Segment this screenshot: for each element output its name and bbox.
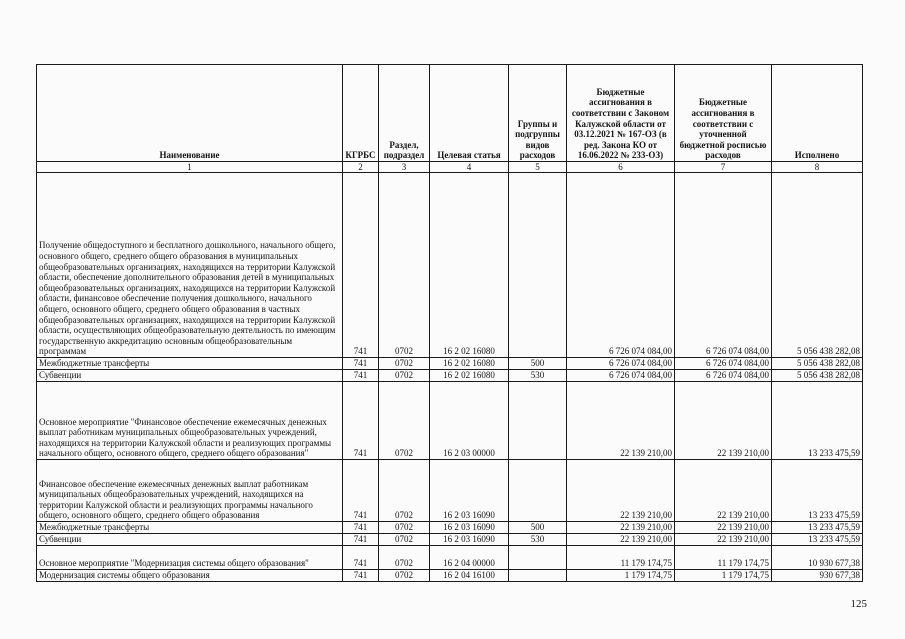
row-target: 16 2 03 16090 [430, 460, 509, 522]
row-executed-amount: 13 233 475,59 [772, 522, 863, 534]
row-name: Межбюджетные трансферты [37, 358, 343, 370]
table-row [37, 570, 863, 582]
table-row [37, 382, 863, 460]
table-row [37, 370, 863, 382]
row-target: 16 2 03 16090 [430, 522, 509, 534]
row-target: 16 2 02 16080 [430, 358, 509, 370]
column-number: 3 [379, 162, 430, 173]
column-number: 4 [430, 162, 509, 173]
row-executed-amount: 930 677,38 [772, 570, 863, 582]
col-header-revised: Бюджетные ассигнования в соответствии с уточненной бюджетной росписью расходов [675, 65, 772, 162]
col-header-section: Раздел, подраздел [379, 65, 430, 162]
row-group [509, 382, 567, 460]
row-revised-amount: 22 139 210,00 [675, 460, 772, 522]
column-number-row [37, 162, 863, 173]
row-name: Модернизация системы общего образования [37, 570, 343, 582]
row-group: 530 [509, 534, 567, 546]
row-executed-amount: 13 233 475,59 [772, 382, 863, 460]
table-row [37, 460, 863, 522]
row-kgrbs: 741 [343, 460, 379, 522]
table-row [37, 358, 863, 370]
row-section: 0702 [379, 173, 430, 358]
column-number: 7 [675, 162, 772, 173]
row-kgrbs: 741 [343, 358, 379, 370]
row-law-amount: 11 179 174,75 [567, 546, 675, 570]
column-number: 6 [567, 162, 675, 173]
table-row [37, 173, 863, 358]
row-group [509, 173, 567, 358]
row-group [509, 570, 567, 582]
row-target: 16 2 03 00000 [430, 382, 509, 460]
table-row [37, 534, 863, 546]
row-law-amount: 22 139 210,00 [567, 382, 675, 460]
row-executed-amount: 13 233 475,59 [772, 534, 863, 546]
row-kgrbs: 741 [343, 534, 379, 546]
col-header-target: Целевая статья [430, 65, 509, 162]
col-header-name: Наименование [37, 65, 343, 162]
row-section: 0702 [379, 546, 430, 570]
column-number: 1 [37, 162, 343, 173]
row-revised-amount: 22 139 210,00 [675, 534, 772, 546]
row-revised-amount: 1 179 174,75 [675, 570, 772, 582]
row-revised-amount: 6 726 074 084,00 [675, 370, 772, 382]
row-executed-amount: 5 056 438 282,08 [772, 173, 863, 358]
row-name: Основное мероприятие "Финансовое обеспечение ежемесячных денежных выплат работникам муниципальных общеобразовательных учреждений, находящихся на территории Калужской области и реализующих программы начального общего, основного общего, среднего общего образования" [37, 382, 343, 460]
row-target: 16 2 04 16100 [430, 570, 509, 582]
row-kgrbs: 741 [343, 522, 379, 534]
row-law-amount: 6 726 074 084,00 [567, 358, 675, 370]
budget-table [36, 64, 863, 582]
row-group: 530 [509, 370, 567, 382]
column-number: 8 [772, 162, 863, 173]
row-law-amount: 6 726 074 084,00 [567, 173, 675, 358]
row-law-amount: 22 139 210,00 [567, 460, 675, 522]
row-law-amount: 6 726 074 084,00 [567, 370, 675, 382]
row-revised-amount: 6 726 074 084,00 [675, 173, 772, 358]
row-revised-amount: 22 139 210,00 [675, 382, 772, 460]
row-executed-amount: 10 930 677,38 [772, 546, 863, 570]
row-section: 0702 [379, 370, 430, 382]
col-header-groups: Группы и подгруппы видов расходов [509, 65, 567, 162]
row-name: Основное мероприятие "Модернизация системы общего образования" [37, 546, 343, 570]
col-header-kgrbs: КГРБС [343, 65, 379, 162]
header-row [37, 65, 863, 162]
row-kgrbs: 741 [343, 382, 379, 460]
row-group: 500 [509, 522, 567, 534]
row-section: 0702 [379, 534, 430, 546]
row-executed-amount: 13 233 475,59 [772, 460, 863, 522]
col-header-law: Бюджетные ассигнования в соответствии с Законом Калужской области от 03.12.2021 № 167-ОЗ (в ред. Закона КО от 16.06.2022 № 233-ОЗ) [567, 65, 675, 162]
row-group: 500 [509, 358, 567, 370]
table-row [37, 546, 863, 570]
row-section: 0702 [379, 358, 430, 370]
column-number: 2 [343, 162, 379, 173]
page-number: 125 [850, 598, 867, 610]
row-section: 0702 [379, 522, 430, 534]
row-revised-amount: 11 179 174,75 [675, 546, 772, 570]
row-kgrbs: 741 [343, 546, 379, 570]
row-target: 16 2 03 16090 [430, 534, 509, 546]
row-target: 16 2 02 16080 [430, 370, 509, 382]
row-law-amount: 22 139 210,00 [567, 534, 675, 546]
row-section: 0702 [379, 460, 430, 522]
row-kgrbs: 741 [343, 370, 379, 382]
row-kgrbs: 741 [343, 173, 379, 358]
row-name: Субвенции [37, 370, 343, 382]
row-group [509, 546, 567, 570]
row-section: 0702 [379, 382, 430, 460]
row-name: Межбюджетные трансферты [37, 522, 343, 534]
row-target: 16 2 02 16080 [430, 173, 509, 358]
row-executed-amount: 5 056 438 282,08 [772, 370, 863, 382]
row-group [509, 460, 567, 522]
row-name: Субвенции [37, 534, 343, 546]
row-name: Получение общедоступного и бесплатного дошкольного, начального общего, основного общего, среднего общего образования в муниципальных общеобразовательных организациях, находящихся на территории Калужской области, обеспечение дополнительного образования детей в муниципальных общеобразовательных организациях, находящихся на территории Калужской области, финансовое обеспечение получения дошкольного, начального общего, основного общего, среднего общего образования в частных общеобразовательных организациях, находящихся на территории Калужской области, осуществляющих общеобразовательную деятельность по имеющим государственную аккредитацию основным общеобразовательным программам [37, 173, 343, 358]
row-executed-amount: 5 056 438 282,08 [772, 358, 863, 370]
row-kgrbs: 741 [343, 570, 379, 582]
row-revised-amount: 6 726 074 084,00 [675, 358, 772, 370]
row-target: 16 2 04 00000 [430, 546, 509, 570]
row-name: Финансовое обеспечение ежемесячных денежных выплат работникам муниципальных общеобразовательных учреждений, находящихся на территории Калужской области и реализующих программы начального общего, основного общего, среднего общего образования [37, 460, 343, 522]
row-law-amount: 22 139 210,00 [567, 522, 675, 534]
column-number: 5 [509, 162, 567, 173]
row-section: 0702 [379, 570, 430, 582]
col-header-executed: Исполнено [772, 65, 863, 162]
row-law-amount: 1 179 174,75 [567, 570, 675, 582]
row-revised-amount: 22 139 210,00 [675, 522, 772, 534]
table-row [37, 522, 863, 534]
